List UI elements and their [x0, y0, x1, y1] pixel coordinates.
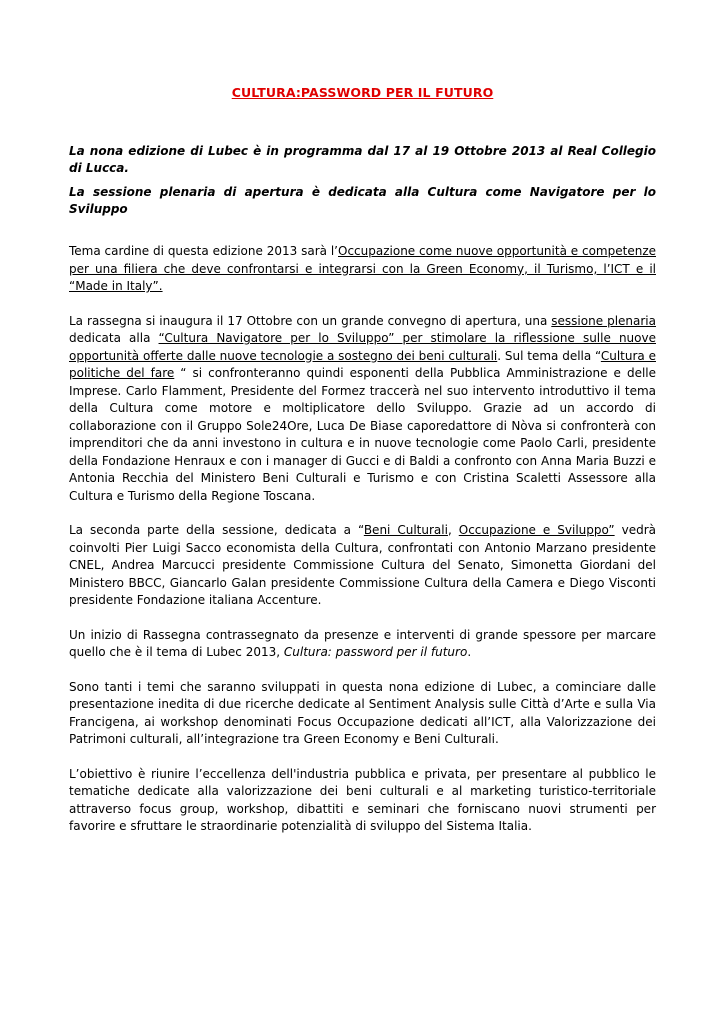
p2-text-2: dedicata alla — [69, 331, 159, 345]
p4-text-1: Un inizio di Rassegna contrassegnato da presenze e interventi di grande spessore per marcare quello che è il tema di Lubec 2013, — [69, 627, 656, 659]
p3-text-1: La seconda parte della sessione, dedicata a “ — [69, 523, 364, 537]
p3-underlined-2: Occupazione e Sviluppo” — [458, 523, 615, 537]
intro-line-2: La sessione plenaria di apertura è dedicata alla Cultura come Navigatore per lo Sviluppo — [69, 185, 656, 216]
paragraph-4 — [69, 627, 656, 662]
paragraph-5: Sono tanti i temi che saranno sviluppati in questa nona edizione di Lubec, a cominciare dalle presentazione inedita di due ricerche dedicate al Sentiment Analysis sulle Città d’Arte e sulla Via Francigena, ai workshop denominati Focus Occupazione dedicati all’ICT, alla Valorizzazione dei Patrimoni culturali, all’integrazione tra Green Economy e Beni Culturali. — [69, 679, 656, 746]
p1-text-1: Tema cardine di questa edizione 2013 sarà l’ — [69, 244, 338, 258]
body-section — [69, 243, 656, 836]
p3-text-3: vedrà coinvolti Pier Luigi Sacco economista della Cultura, confrontati con Antonio Marzano presidente CNEL, Andrea Marcucci presidente Commissione Cultura del Senato, Simonetta Giordani del Ministero BBCC, Giancarlo Galan presidente Commissione Cultura della Camera e Diego Visconti presidente Fondazione italiana Accenture. — [69, 523, 656, 607]
intro-section — [69, 143, 656, 217]
document-title: CULTURA:PASSWORD PER IL FUTURO — [231, 85, 494, 100]
p4-italic-1: Cultura: password per il futuro — [283, 645, 468, 659]
p3-text-2: , — [447, 523, 459, 537]
p2-underlined-2: “Cultura Navigatore per lo Sviluppo” per stimolare la riflessione sulle nuove opportunità offerte dalle nuove tecnologie a sostegno dei beni culturali — [69, 331, 656, 363]
paragraph-1 — [69, 243, 656, 296]
p2-underlined-3: Cultura e politiche del fare — [69, 348, 656, 380]
p2-text-4: “ si confronteranno quindi esponenti della Pubblica Amministrazione e delle Imprese. Carlo Flamment, Presidente del Formez traccerà nel suo intervento introduttivo il tema della Cultura come motore e moltiplicatore dello Sviluppo. Grazie ad un accordo di collaborazione con il Gruppo Sole24Ore, Luca De Biase caporedattore di Nòva si confronterà con imprenditori che da anni investono in cultura e in nuove tecnologie come Paolo Carli, presidente della Fondazione Henraux e con i manager di Gucci e di Baldi a confronto con Anna Maria Buzzi e Antonia Recchia del Ministero Beni Culturali e Turismo e con Cristina Scaletti Assessore alla Cultura e Turismo della Regione Toscana. — [69, 366, 656, 503]
p4-text-2: . — [467, 645, 472, 659]
intro-line-1: La nona edizione di Lubec è in programma dal 17 al 19 Ottobre 2013 al Real Collegio di Lucca. — [69, 144, 656, 175]
p2-text-1: La rassegna si inaugura il 17 Ottobre con un grande convegno di apertura, una — [69, 313, 552, 328]
p3-underlined-1: Beni Culturali — [363, 523, 448, 537]
paragraph-6: L’obiettivo è riunire l’eccellenza dell'industria pubblica e privata, per presentare al pubblico le tematiche dedicate alla valorizzazione dei beni culturali e al marketing turistico-territoriale attraverso focus group, workshop, dibattiti e seminari che forniscano nuovi strumenti per favorire e sfruttare le straordinarie potenzialità di sviluppo del Sistema Italia. — [69, 766, 656, 833]
paragraph-3 — [69, 522, 656, 610]
p2-text-3: . Sul tema della “ — [497, 348, 601, 363]
paragraph-2 — [69, 313, 656, 506]
p2-underlined-1: sessione plenaria — [551, 313, 656, 328]
p1-underlined-1: Occupazione come nuove opportunità e competenze per una filiera che deve confrontarsi e integrarsi con la Green Economy, il Turismo, l’ICT e il “Made in Italy”. — [69, 244, 656, 293]
